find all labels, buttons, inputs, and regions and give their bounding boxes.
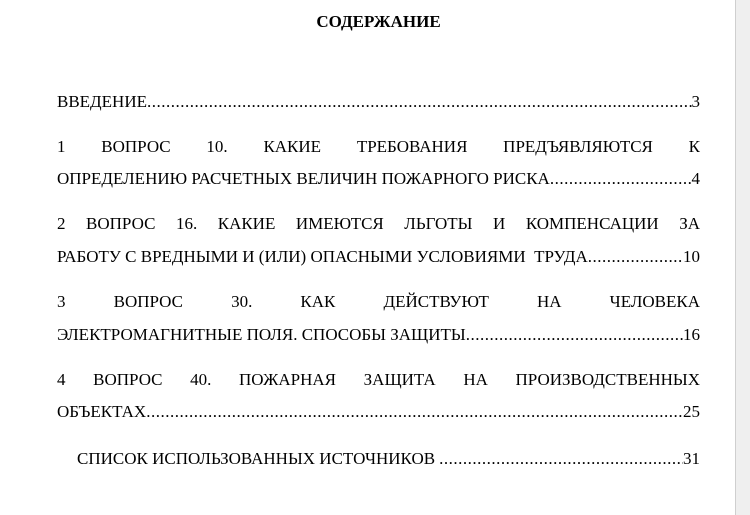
toc-page-number: 25 — [683, 402, 700, 421]
dot-leader — [550, 169, 692, 189]
toc-page-number: 16 — [683, 325, 700, 344]
toc-entry-1-line1[interactable]: 1 ВОПРОС 10. КАКИЕ ТРЕБОВАНИЯ ПРЕДЪЯВЛЯЮТСЯ К — [57, 137, 700, 156]
toc-entry-text: СПИСОК ИСПОЛЬЗОВАННЫХ ИСТОЧНИКОВ — [77, 449, 436, 468]
dot-leader — [588, 247, 683, 267]
toc-entry-text: ОПРЕДЕЛЕНИЮ РАСЧЕТНЫХ ВЕЛИЧИН ПОЖАРНОГО РИСКА — [57, 169, 550, 188]
toc-entry-2-line1[interactable]: 2 ВОПРОС 16. КАКИЕ ИМЕЮТСЯ ЛЬГОТЫ И КОМПЕНСАЦИИ ЗА — [57, 214, 700, 233]
toc-entry-1-line2[interactable] — [57, 169, 700, 189]
toc-entry-introduction[interactable] — [57, 92, 700, 112]
toc-entry-text: ЭЛЕКТРОМАГНИТНЫЕ ПОЛЯ. СПОСОБЫ ЗАЩИТЫ — [57, 325, 466, 344]
toc-page-number: 10 — [683, 247, 700, 266]
toc-entry-4-line1[interactable]: 4 ВОПРОС 40. ПОЖАРНАЯ ЗАЩИТА НА ПРОИЗВОДСТВЕННЫХ — [57, 370, 700, 389]
dot-leader — [147, 92, 692, 112]
toc-entry-references[interactable] — [77, 449, 700, 469]
toc-entry-3-line2[interactable] — [57, 325, 700, 345]
toc-entry-4-line2[interactable] — [57, 402, 700, 422]
toc-page-number: 4 — [691, 169, 700, 188]
page-title: СОДЕРЖАНИЕ — [316, 12, 441, 31]
toc-entry-text: ОБЪЕКТАХ — [57, 402, 147, 421]
toc-page-number: 31 — [683, 449, 700, 468]
toc-page-number: 3 — [691, 92, 700, 111]
toc-entry-text: ВВЕДЕНИЕ — [57, 92, 147, 111]
toc-entry-text: РАБОТУ С ВРЕДНЫМИ И (ИЛИ) ОПАСНЫМИ УСЛОВИЯМИ ТРУДА — [57, 247, 588, 266]
toc-entry-2-line2[interactable] — [57, 247, 700, 267]
dot-leader — [466, 325, 683, 345]
toc-entry-3-line1[interactable]: 3 ВОПРОС 30. КАК ДЕЙСТВУЮТ НА ЧЕЛОВЕКА — [57, 292, 700, 311]
dot-leader — [146, 402, 683, 422]
dot-leader — [439, 449, 683, 469]
